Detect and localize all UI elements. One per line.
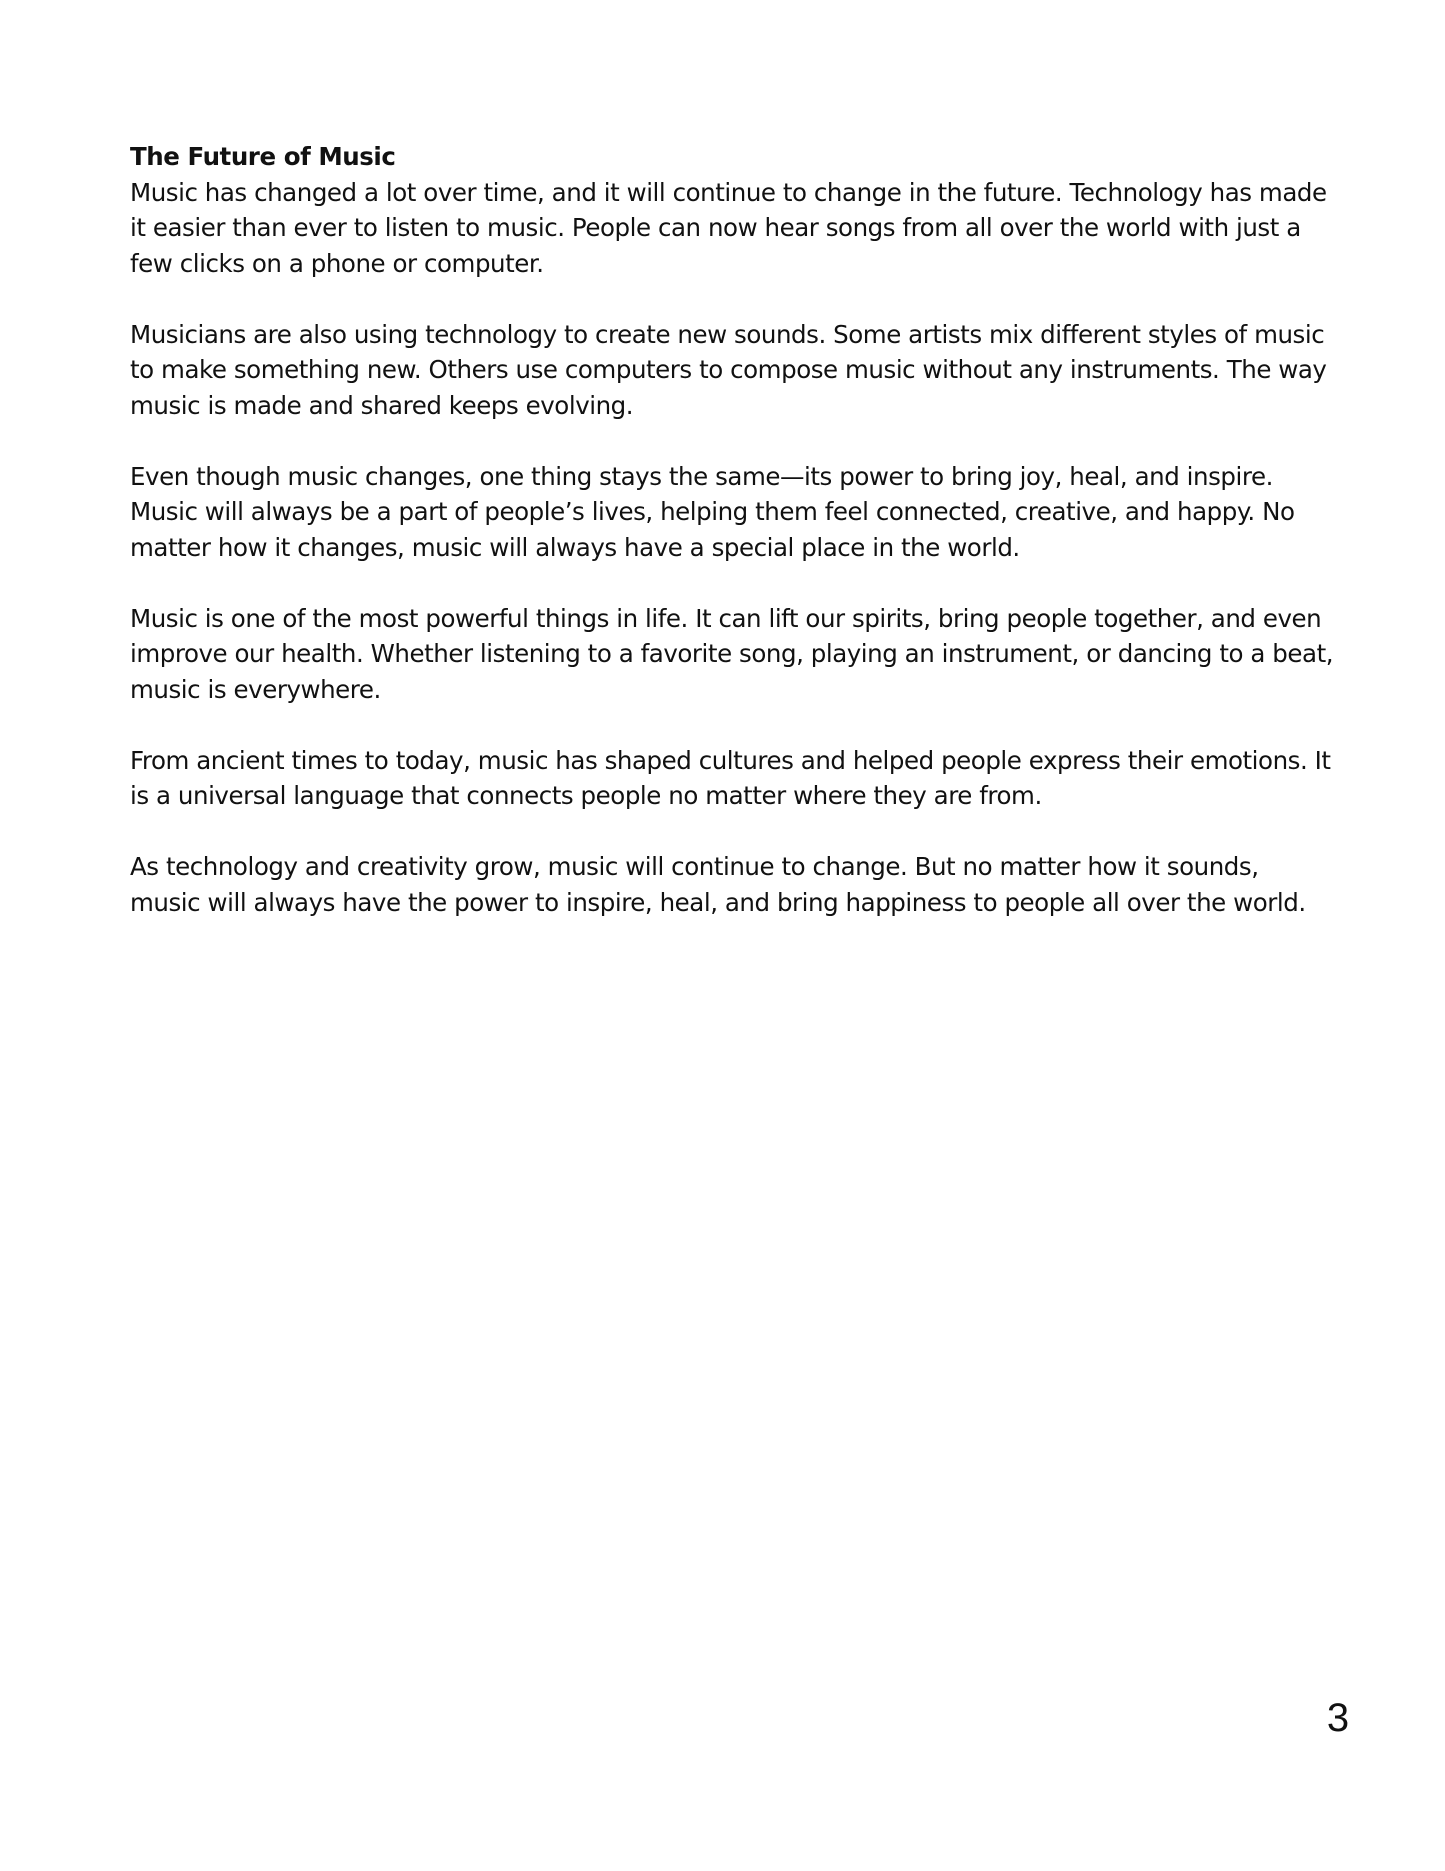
paragraph-6: As technology and creativity grow, music will continue to change. But no matter how it sounds, music will always have the power to inspire, heal, and bring happiness to people all over the world.: [130, 852, 1306, 917]
paragraph-5: From ancient times to today, music has shaped cultures and helped people express their emotions. It is a universal language that connects people no matter where they are from.: [130, 745, 1331, 810]
paragraph-3: Even though music changes, one thing stays the same—its power to bring joy, heal, and inspire. Music will always be a part of people’s lives, helping them feel connected, creative, and happy. No matter how it changes, music will always have a special place in the world.: [130, 461, 1295, 562]
paragraph-2: Musicians are also using technology to create new sounds. Some artists mix different styles of music to make something new. Others use computers to compose music without any instruments. The way music is made and shared keeps evolving.: [130, 319, 1327, 420]
paragraph-1: Music has changed a lot over time, and it will continue to change in the future. Technology has made it easier than ever to listen to music. People can now hear songs from all over the world with just a few clicks on a phone or computer.: [130, 177, 1327, 278]
page-number: 3: [1326, 1696, 1350, 1740]
paragraph-4: Music is one of the most powerful things in life. It can lift our spirits, bring people together, and even improve our health. Whether listening to a favorite song, playing an instrument, or dancing to a beat, music is everywhere.: [130, 603, 1334, 704]
document-body: [130, 139, 1335, 956]
document-title: The Future of Music: [130, 142, 396, 171]
